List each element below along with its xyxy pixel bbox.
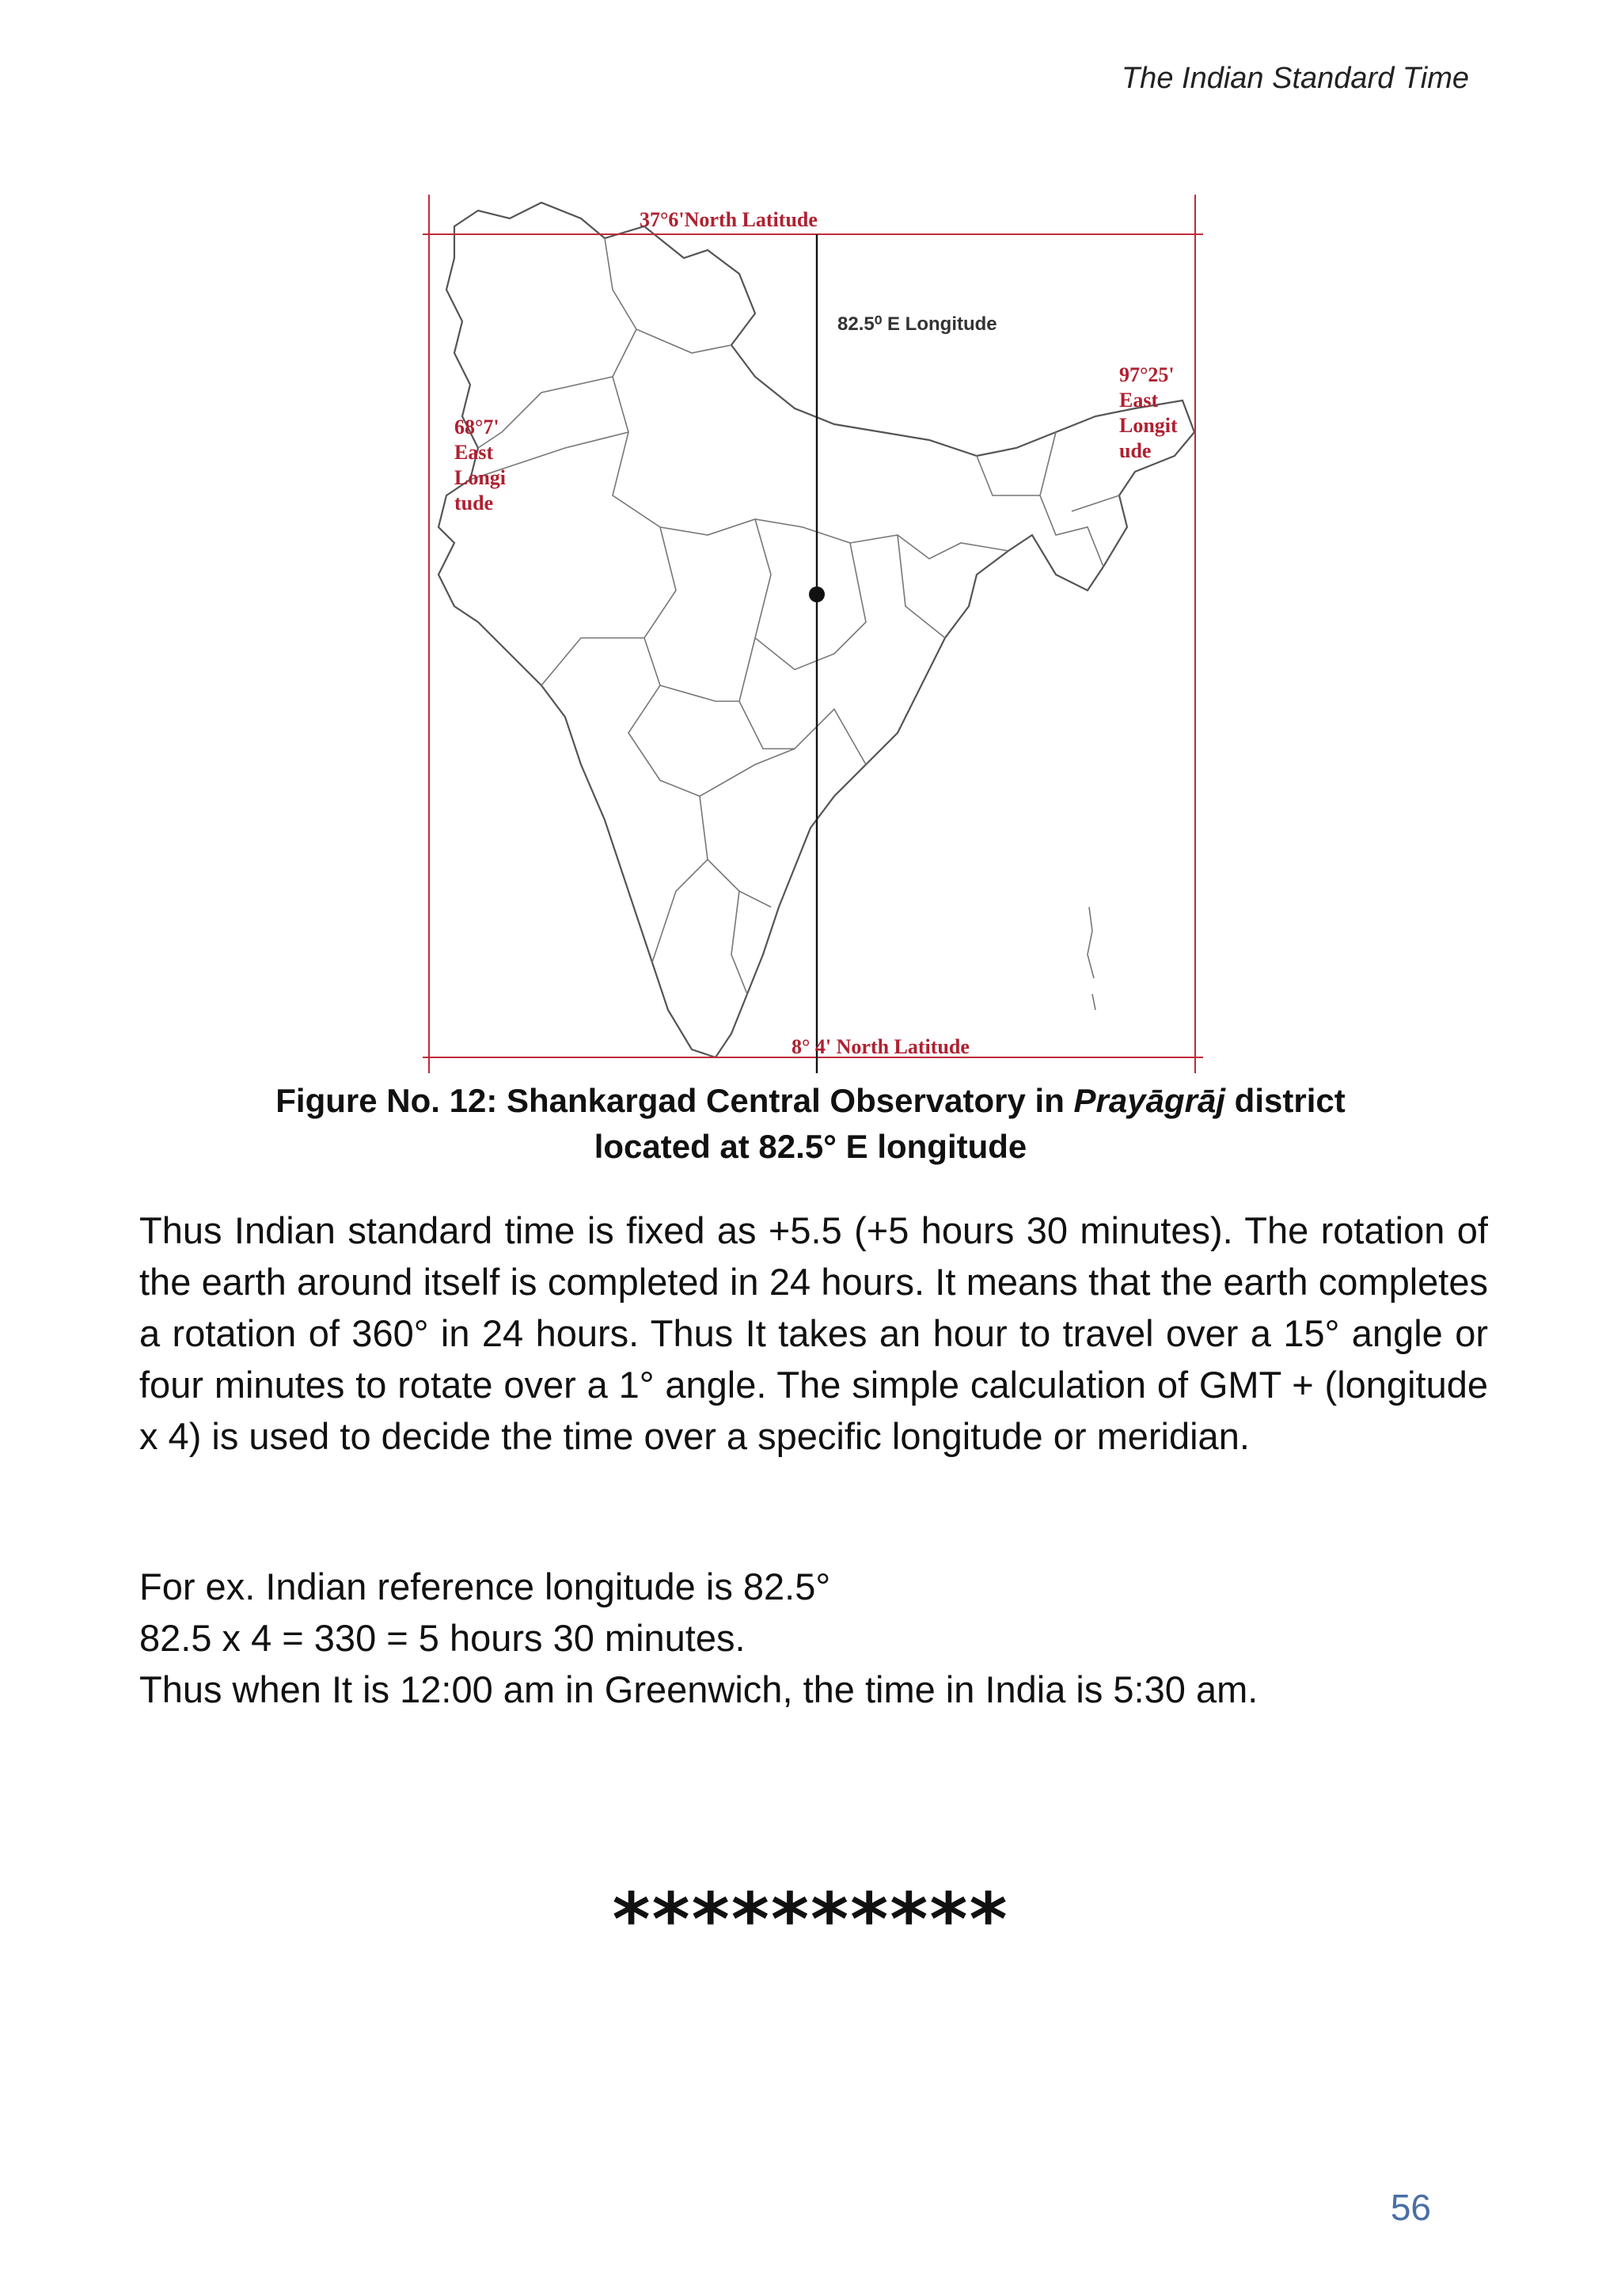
figure-caption	[0, 1078, 1621, 1170]
west-longitude-label-3: Longi	[454, 466, 507, 489]
west-longitude-label-1: 68°7'	[454, 416, 499, 438]
caption-suffix: district	[1225, 1082, 1346, 1119]
example-line-1: For ex. Indian reference longitude is 82.5°	[139, 1565, 831, 1607]
example-line-2: 82.5 x 4 = 330 = 5 hours 30 minutes.	[139, 1617, 746, 1659]
example-block	[139, 1561, 1488, 1715]
west-longitude-label-4: tude	[454, 491, 494, 514]
running-header: The Indian Standard Time	[1121, 62, 1469, 95]
body-paragraph: Thus Indian standard time is fixed as +5.5 (+5 hours 30 minutes). The rotation of the earth around itself is completed in 24 hours. It means that the earth completes a rotation of 360° in 24 hours. Thus It takes an hour to travel over a 15° angle or four minutes to rotate over a 1° angle. The simple calculation of GMT + (longitude x 4) is used to decide the time over a specific longitude or meridian.	[139, 1209, 1488, 1457]
observatory-marker	[809, 586, 825, 602]
east-longitude-label-4: ude	[1119, 439, 1152, 462]
caption-line-2: located at 82.5° E longitude	[594, 1128, 1027, 1165]
east-longitude-label-3: Longit	[1119, 414, 1178, 437]
south-latitude-label: 8° 4' North Latitude	[792, 1035, 970, 1058]
india-outline-map	[423, 195, 1203, 1073]
state-borders	[470, 238, 1119, 994]
section-separator: **********	[612, 1877, 1009, 1962]
east-longitude-label-2: East	[1119, 389, 1159, 412]
islands	[1088, 907, 1095, 1010]
west-longitude-label-2: East	[454, 441, 494, 464]
caption-italic-place: Prayāgrāj	[1073, 1082, 1226, 1119]
example-line-3: Thus when It is 12:00 am in Greenwich, the time in India is 5:30 am.	[139, 1668, 1258, 1710]
north-latitude-label: 37°6'North Latitude	[640, 208, 818, 231]
india-longitude-map-figure	[423, 195, 1203, 1073]
caption-prefix: Figure No. 12: Shankargad Central Observatory in	[275, 1082, 1074, 1119]
central-longitude-label: 82.5⁰ E Longitude	[837, 313, 997, 335]
caption-line-1	[0, 1078, 1621, 1124]
page-number: 56	[1390, 2187, 1431, 2228]
east-longitude-label-1: 97°25'	[1119, 363, 1175, 386]
